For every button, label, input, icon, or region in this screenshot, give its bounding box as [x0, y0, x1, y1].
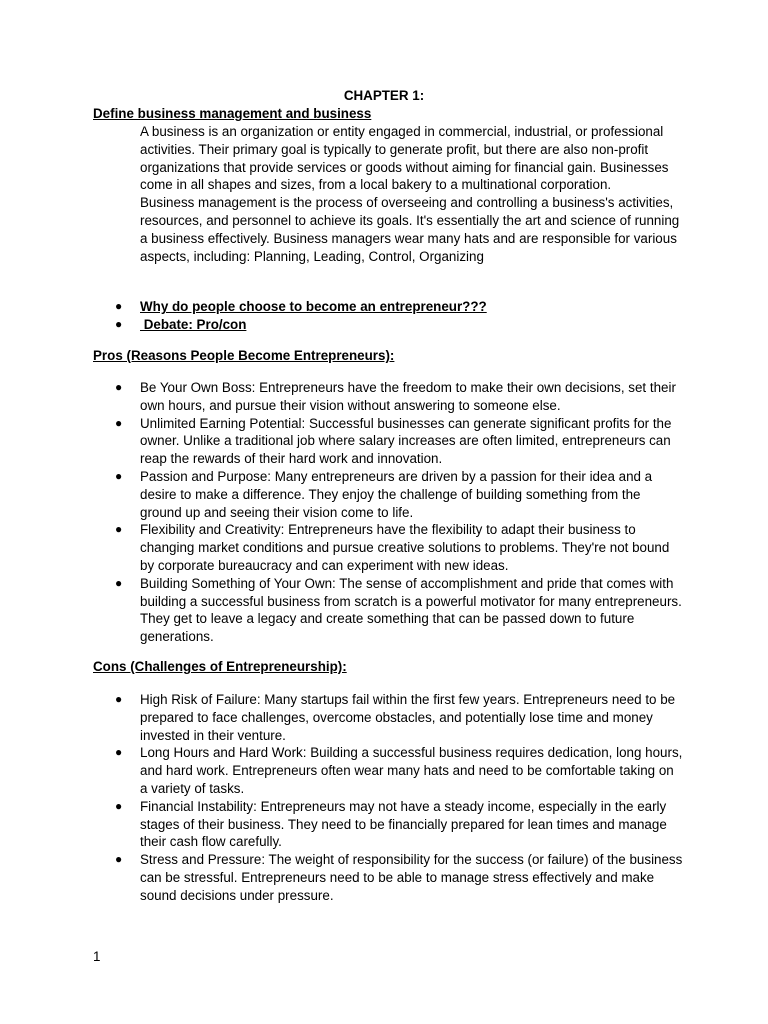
- bullet-icon: ●: [115, 316, 123, 331]
- pro-item-text: Passion and Purpose: Many entrepreneurs are driven by a passion for their idea and a desire to make a difference. They enjoy the challenge of building something from the ground up and seeing their vision come to life.: [140, 468, 653, 520]
- bullet-icon: ●: [115, 522, 123, 537]
- list-item: [93, 468, 683, 521]
- page-number: 1: [93, 949, 101, 964]
- question-list: [93, 298, 683, 334]
- cons-heading: Cons (Challenges of Entrepreneurship):: [93, 659, 347, 674]
- bullet-icon: ●: [115, 745, 123, 760]
- bullet-icon: ●: [115, 380, 123, 394]
- con-item-text: Financial Instability: Entrepreneurs may not have a steady income, especially in the early stages of their business. They need to be financially prepared for lean times and manage their cash flow carefully.: [140, 798, 667, 850]
- con-item-text: Stress and Pressure: The weight of responsibility for the success (or failure) of the business can be stressful. Entrepreneurs need to be able to manage stress effectively and make sound decisions under pressure.: [140, 852, 683, 903]
- chapter-title: CHAPTER 1:: [343, 88, 425, 103]
- list-item: [93, 798, 683, 851]
- cons-list: [93, 691, 683, 905]
- list-item: [93, 575, 683, 646]
- con-item-text: High Risk of Failure: Many startups fail within the first few years. Entrepreneurs need to be prepared to face challenges, overcome obstacles, and potentially lose time and money invested in their venture.: [140, 692, 676, 743]
- pro-item-text: Unlimited Earning Potential: Successful businesses can generate significant profits for the owner. Unlike a traditional job where salary increases are often limited, entrepreneurs can reap the rewards of their hard work and innovation.: [140, 415, 672, 467]
- bullet-icon: ●: [115, 415, 123, 430]
- business-definition-paragraph: A business is an organization or entity engaged in commercial, industrial, or professional activities. Their primary goal is typically to generate profit, but there are also non-profit organizations that provide services or goods without aiming for financial gain. Businesses come in all shapes and sizes, from a local bakery to a multinational corporation.: [140, 124, 669, 193]
- pros-list: [93, 379, 683, 646]
- list-item: [93, 851, 683, 904]
- list-item: [93, 691, 683, 744]
- bullet-icon: ●: [115, 852, 123, 867]
- list-item: [93, 744, 683, 797]
- list-item: [93, 415, 683, 468]
- con-item-text: Long Hours and Hard Work: Building a successful business requires dedication, long hours, and hard work. Entrepreneurs often wear many hats and need to be comfortable taking on a variety of tasks.: [140, 745, 683, 796]
- pro-item-text: Building Something of Your Own: The sense of accomplishment and pride that comes with building a successful business from scratch is a powerful motivator for many entrepreneurs. They get to leave a legacy and create something that can be passed down to future generations.: [140, 575, 682, 645]
- bullet-icon: ●: [115, 692, 123, 706]
- bullet-icon: ●: [115, 575, 123, 590]
- list-item: [93, 298, 683, 316]
- list-item: [93, 521, 683, 574]
- list-item: [93, 316, 683, 334]
- pro-item-text: Be Your Own Boss: Entrepreneurs have the freedom to make their own decisions, set their own hours, and pursue their vision without answering to someone else.: [140, 380, 676, 413]
- pros-heading: Pros (Reasons People Become Entrepreneurs):: [93, 348, 395, 363]
- question-debate: Debate: Pro/con: [140, 316, 247, 332]
- define-paragraphs: [140, 123, 685, 265]
- list-item: [93, 379, 683, 415]
- pro-item-text: Flexibility and Creativity: Entrepreneurs have the flexibility to adapt their business to changing market conditions and pursue creative solutions to problems. They're not bound by corporate bureaucracy and can experiment with new ideas.: [140, 522, 670, 573]
- question-entrepreneur: Why do people choose to become an entrepreneur???: [140, 299, 487, 314]
- bullet-icon: ●: [115, 299, 123, 313]
- define-heading: Define business management and business: [93, 106, 372, 121]
- bullet-icon: ●: [115, 798, 123, 813]
- management-definition-paragraph: Business management is the process of overseeing and controlling a business's activities, resources, and personnel to achieve its goals. It's essentially the art and science of running a business effectively. Business managers wear many hats and are responsible for various aspects, including: Planning, Leading, Control, Organizing: [140, 195, 680, 264]
- bullet-icon: ●: [115, 468, 123, 483]
